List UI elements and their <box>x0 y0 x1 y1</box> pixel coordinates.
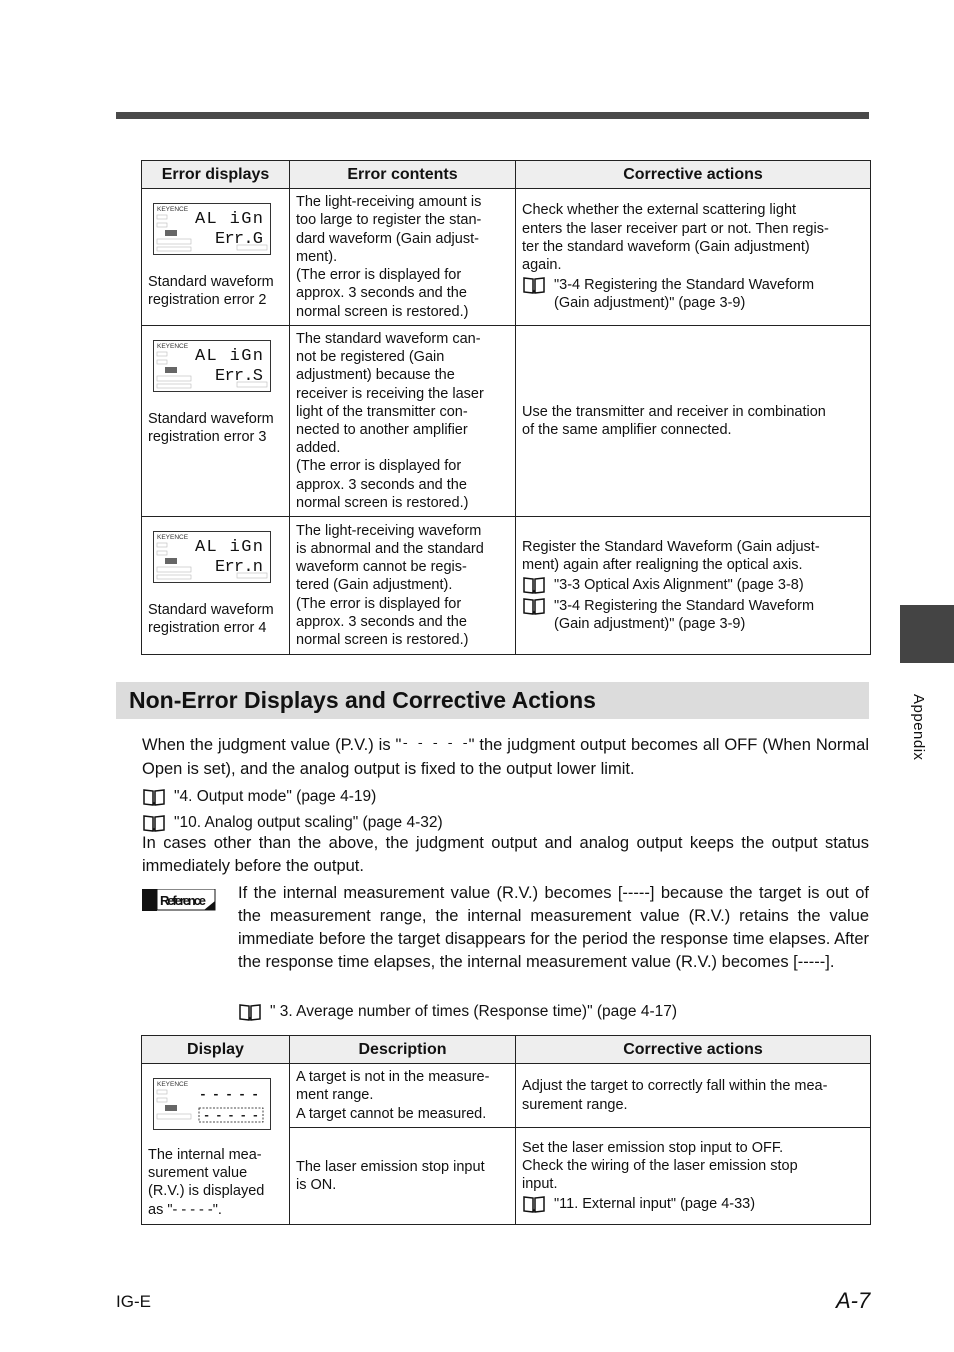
column-header: Description <box>290 1036 516 1064</box>
page-reference: "4. Output mode" (page 4-19) <box>142 787 376 807</box>
amplifier-display-icon <box>153 203 271 255</box>
page-reference: "3-3 Optical Axis Alignment" (page 3-8) <box>522 576 864 594</box>
svg-text:Err.S: Err.S <box>215 367 263 387</box>
reference-paragraph: If the internal measurement value (R.V.) becomes [-----] because the target is out of the measurement range, the internal measurement value (R.V.) retains the value immediate before the target disappears for the period the response time elapses. After the response time elapses, the internal measurement value (R.V.) becomes [-----]. <box>238 884 869 971</box>
svg-text:AL iGn: AL iGn <box>195 538 263 558</box>
svg-text:Reference: Reference <box>160 893 206 908</box>
page-reference: " 3. Average number of times (Response time)" (page 4-17) <box>238 1002 677 1022</box>
error-contents-cell: The light-receiving waveform is abnormal and the standard waveform cannot be regis- tered (Gain adjustment). (The error is displayed for approx. 3 seconds and the normal screen is restored.) <box>290 517 516 655</box>
display-cell <box>142 1064 290 1225</box>
column-header: Error contents <box>290 161 516 189</box>
top-rule <box>116 112 869 119</box>
page-number: A-7 <box>836 1288 871 1313</box>
display-caption: Standard waveform registration error 3 <box>148 411 274 446</box>
book-icon <box>522 1195 546 1213</box>
column-header: Display <box>142 1036 290 1064</box>
paragraph: In cases other than the above, the judgment output and analog output keeps the output status immediately before the output. <box>142 834 869 875</box>
corrective-actions-cell: Use the transmitter and receiver in combination of the same amplifier connected. <box>516 326 871 517</box>
description-cell: A target is not in the measure- ment range. A target cannot be measured. <box>290 1064 516 1128</box>
book-icon <box>522 597 546 615</box>
book-icon <box>522 576 546 594</box>
reference-badge-icon <box>142 889 216 911</box>
error-display-cell <box>142 517 290 655</box>
description-cell: The laser emission stop input is ON. <box>290 1128 516 1225</box>
error-contents-cell: The light-receiving amount is too large to register the stan- dard waveform (Gain adjust- ment). (The error is displayed for approx. 3 seconds and the normal screen is restored.) <box>290 189 516 326</box>
page-reference: "10. Analog output scaling" (page 4-32) <box>142 813 443 833</box>
svg-text:Err.n: Err.n <box>215 558 263 578</box>
display-caption: Standard waveform registration error 4 <box>148 602 274 637</box>
appendix-label: Appendix <box>910 694 927 761</box>
error-display-cell <box>142 326 290 517</box>
table-row <box>142 326 871 517</box>
appendix-tab[interactable] <box>900 605 954 663</box>
section-header <box>116 682 869 719</box>
page-reference: "3-4 Registering the Standard Waveform (Gain adjustment)" (page 3-9) <box>522 276 864 312</box>
error-display-cell <box>142 189 290 326</box>
table-row <box>142 189 871 326</box>
book-icon <box>142 814 166 832</box>
section-title: Non-Error Displays and Corrective Actions <box>129 687 596 713</box>
svg-text:- - - - -: - - - - - <box>199 1087 259 1102</box>
display-caption: The internal mea- surement value (R.V.) is displayed as "- - - - -". <box>148 1147 265 1218</box>
column-header: Corrective actions <box>516 161 871 189</box>
svg-text:KEYENCE: KEYENCE <box>157 534 189 542</box>
column-header: Corrective actions <box>516 1036 871 1064</box>
display-table <box>141 1035 871 1225</box>
amplifier-display-icon <box>153 531 271 583</box>
book-icon <box>142 788 166 806</box>
table-row <box>142 517 871 655</box>
corrective-actions-cell: Check whether the external scattering light enters the laser receiver part or not. Then regis- ter the standard waveform (Gain adjustment) again. "3-4 Registering the Standard Waveform (Gain adjustment)" (page 3-9) <box>516 189 871 326</box>
svg-text:KEYENCE: KEYENCE <box>157 343 189 351</box>
book-icon <box>238 1003 262 1021</box>
error-table <box>141 160 871 655</box>
corrective-actions-cell: Adjust the target to correctly fall within the mea- surement range. <box>516 1064 871 1128</box>
amplifier-display-icon <box>153 340 271 392</box>
display-table-header <box>142 1036 871 1064</box>
svg-text:Err.G: Err.G <box>215 230 263 249</box>
svg-text:AL iGn: AL iGn <box>195 210 263 229</box>
column-header: Error displays <box>142 161 290 189</box>
error-contents-cell: The standard waveform can- not be registered (Gain adjustment) because the receiver is receiving the laser light of the transmitter con- nected to another amplifier added. (The error is displayed for approx. 3 seconds and the normal screen is restored.) <box>290 326 516 517</box>
amplifier-display-icon <box>153 1078 271 1130</box>
table-row <box>142 1064 871 1128</box>
page-reference: "3-4 Registering the Standard Waveform (Gain adjustment)" (page 3-9) <box>522 597 864 633</box>
svg-text:KEYENCE: KEYENCE <box>157 1081 189 1088</box>
svg-text:AL iGn: AL iGn <box>195 347 263 367</box>
svg-text:- - - - -: - - - - - <box>203 1109 259 1123</box>
intro-paragraph: When the judgment value (P.V.) is "- - - - -" the judgment output becomes all OFF (When Normal Open is set), and the analog output is fixed to the output lower limit. <box>142 736 869 778</box>
error-table-header <box>142 161 871 189</box>
svg-text:KEYENCE: KEYENCE <box>157 206 189 213</box>
corrective-actions-cell: Set the laser emission stop input to OFF. Check the wiring of the laser emission stop input. "11. External input" (page 4-33) <box>516 1128 871 1225</box>
corrective-actions-cell: Register the Standard Waveform (Gain adjust- ment) again after realigning the optical axis. "3-3 Optical Axis Alignment" (page 3-8) "3-4 Registering the Standard Waveform (Gain adjustment)" (page 3-9) <box>516 517 871 655</box>
footer-manual-code: IG-E <box>116 1292 151 1311</box>
display-caption: Standard waveform registration error 2 <box>148 274 274 309</box>
page-reference: "11. External input" (page 4-33) <box>522 1195 864 1213</box>
book-icon <box>522 276 546 294</box>
